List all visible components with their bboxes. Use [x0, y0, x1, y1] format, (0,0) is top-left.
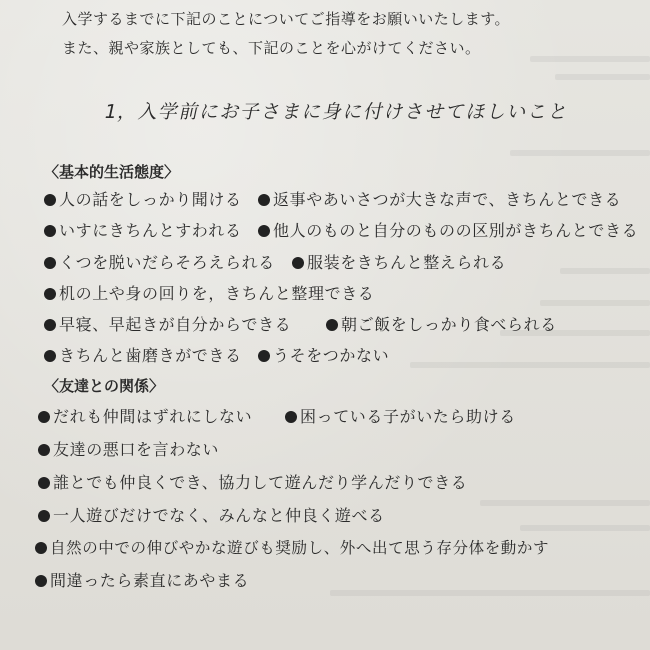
list-item-text: 他人のものと自分のものの区別がきちんとできる	[273, 221, 639, 240]
list-item-text: だれも仲間はずれにしない	[53, 407, 253, 426]
list-item-text: 人の話をしっかり聞ける	[59, 190, 242, 209]
list-item	[44, 312, 291, 335]
bullet-icon	[258, 350, 270, 362]
list-item-text: いすにきちんとすわれる	[59, 221, 242, 240]
list-item	[258, 343, 389, 366]
list-item	[258, 218, 638, 241]
list-item-text: 早寝、早起きが自分からできる	[59, 315, 292, 334]
show-through-mark	[540, 300, 650, 306]
bullet-icon	[258, 225, 270, 237]
bullet-icon	[292, 257, 304, 269]
bullet-icon	[285, 411, 297, 423]
bullet-icon	[38, 477, 50, 489]
list-item	[44, 250, 275, 273]
list-item	[35, 536, 549, 558]
show-through-mark	[410, 362, 650, 368]
bullet-icon	[38, 444, 50, 456]
bullet-icon	[44, 288, 56, 300]
bullet-icon	[38, 510, 50, 522]
show-through-mark	[560, 268, 650, 274]
list-item	[44, 343, 242, 366]
intro-line-1: 入学するまでに下記のことについてご指導をお願いいたします。	[62, 10, 511, 28]
friends-heading: 〈友達との関係〉	[44, 377, 165, 395]
list-item	[285, 404, 516, 427]
section-title: 1，入学前にお子さまに身に付けさせてほしいこと	[102, 101, 572, 123]
list-item-text: 友達の悪口を言わない	[53, 440, 220, 459]
show-through-mark	[330, 590, 650, 596]
bullet-icon	[38, 411, 50, 423]
intro-line-2: また、親や家族としても、下記のことを心がけてください。	[62, 39, 481, 57]
list-item	[38, 404, 252, 427]
bullet-icon	[44, 194, 56, 206]
list-item-text: うそをつかない	[273, 346, 390, 365]
bullet-icon	[44, 319, 56, 331]
bullet-icon	[258, 194, 270, 206]
list-item-text: 机の上や身の回りを，きちんと整理できる	[59, 284, 375, 303]
list-item	[38, 437, 219, 460]
list-item	[35, 568, 249, 591]
list-item	[292, 250, 506, 273]
list-item-text: 自然の中での伸びやかな遊びも奨励し、外へ出て思う存分体を動かす	[50, 539, 550, 557]
list-item	[326, 312, 557, 335]
list-item-text: くつを脱いだらそろえられる	[59, 253, 275, 272]
bullet-icon	[35, 575, 47, 587]
list-item-text: 返事やあいさつが大きな声で、きちんとできる	[273, 190, 622, 209]
show-through-mark	[480, 500, 650, 506]
list-item	[44, 187, 242, 210]
list-item-text: 一人遊びだけでなく、みんなと仲良く遊べる	[53, 506, 385, 525]
show-through-mark	[530, 56, 650, 62]
list-item-text: 服装をきちんと整えられる	[307, 253, 507, 272]
basic-life-heading: 〈基本的生活態度〉	[44, 163, 180, 181]
bullet-icon	[35, 542, 47, 554]
bullet-icon	[326, 319, 338, 331]
list-item	[38, 503, 385, 526]
bullet-icon	[44, 257, 56, 269]
list-item	[258, 187, 621, 210]
list-item-text: 誰とでも仲良くでき、協力して遊んだり学んだりできる	[53, 473, 468, 492]
list-item	[44, 218, 242, 241]
list-item-text: 間違ったら素直にあやまる	[50, 571, 250, 590]
show-through-mark	[555, 74, 650, 80]
list-item-text: 困っている子がいたら助ける	[300, 407, 516, 426]
show-through-mark	[520, 525, 650, 531]
bullet-icon	[44, 225, 56, 237]
list-item-text: きちんと歯磨きができる	[59, 346, 242, 365]
bullet-icon	[44, 350, 56, 362]
list-item	[44, 281, 374, 304]
list-item-text: 朝ご飯をしっかり食べられる	[341, 315, 557, 334]
show-through-mark	[510, 150, 650, 156]
list-item	[38, 470, 467, 493]
